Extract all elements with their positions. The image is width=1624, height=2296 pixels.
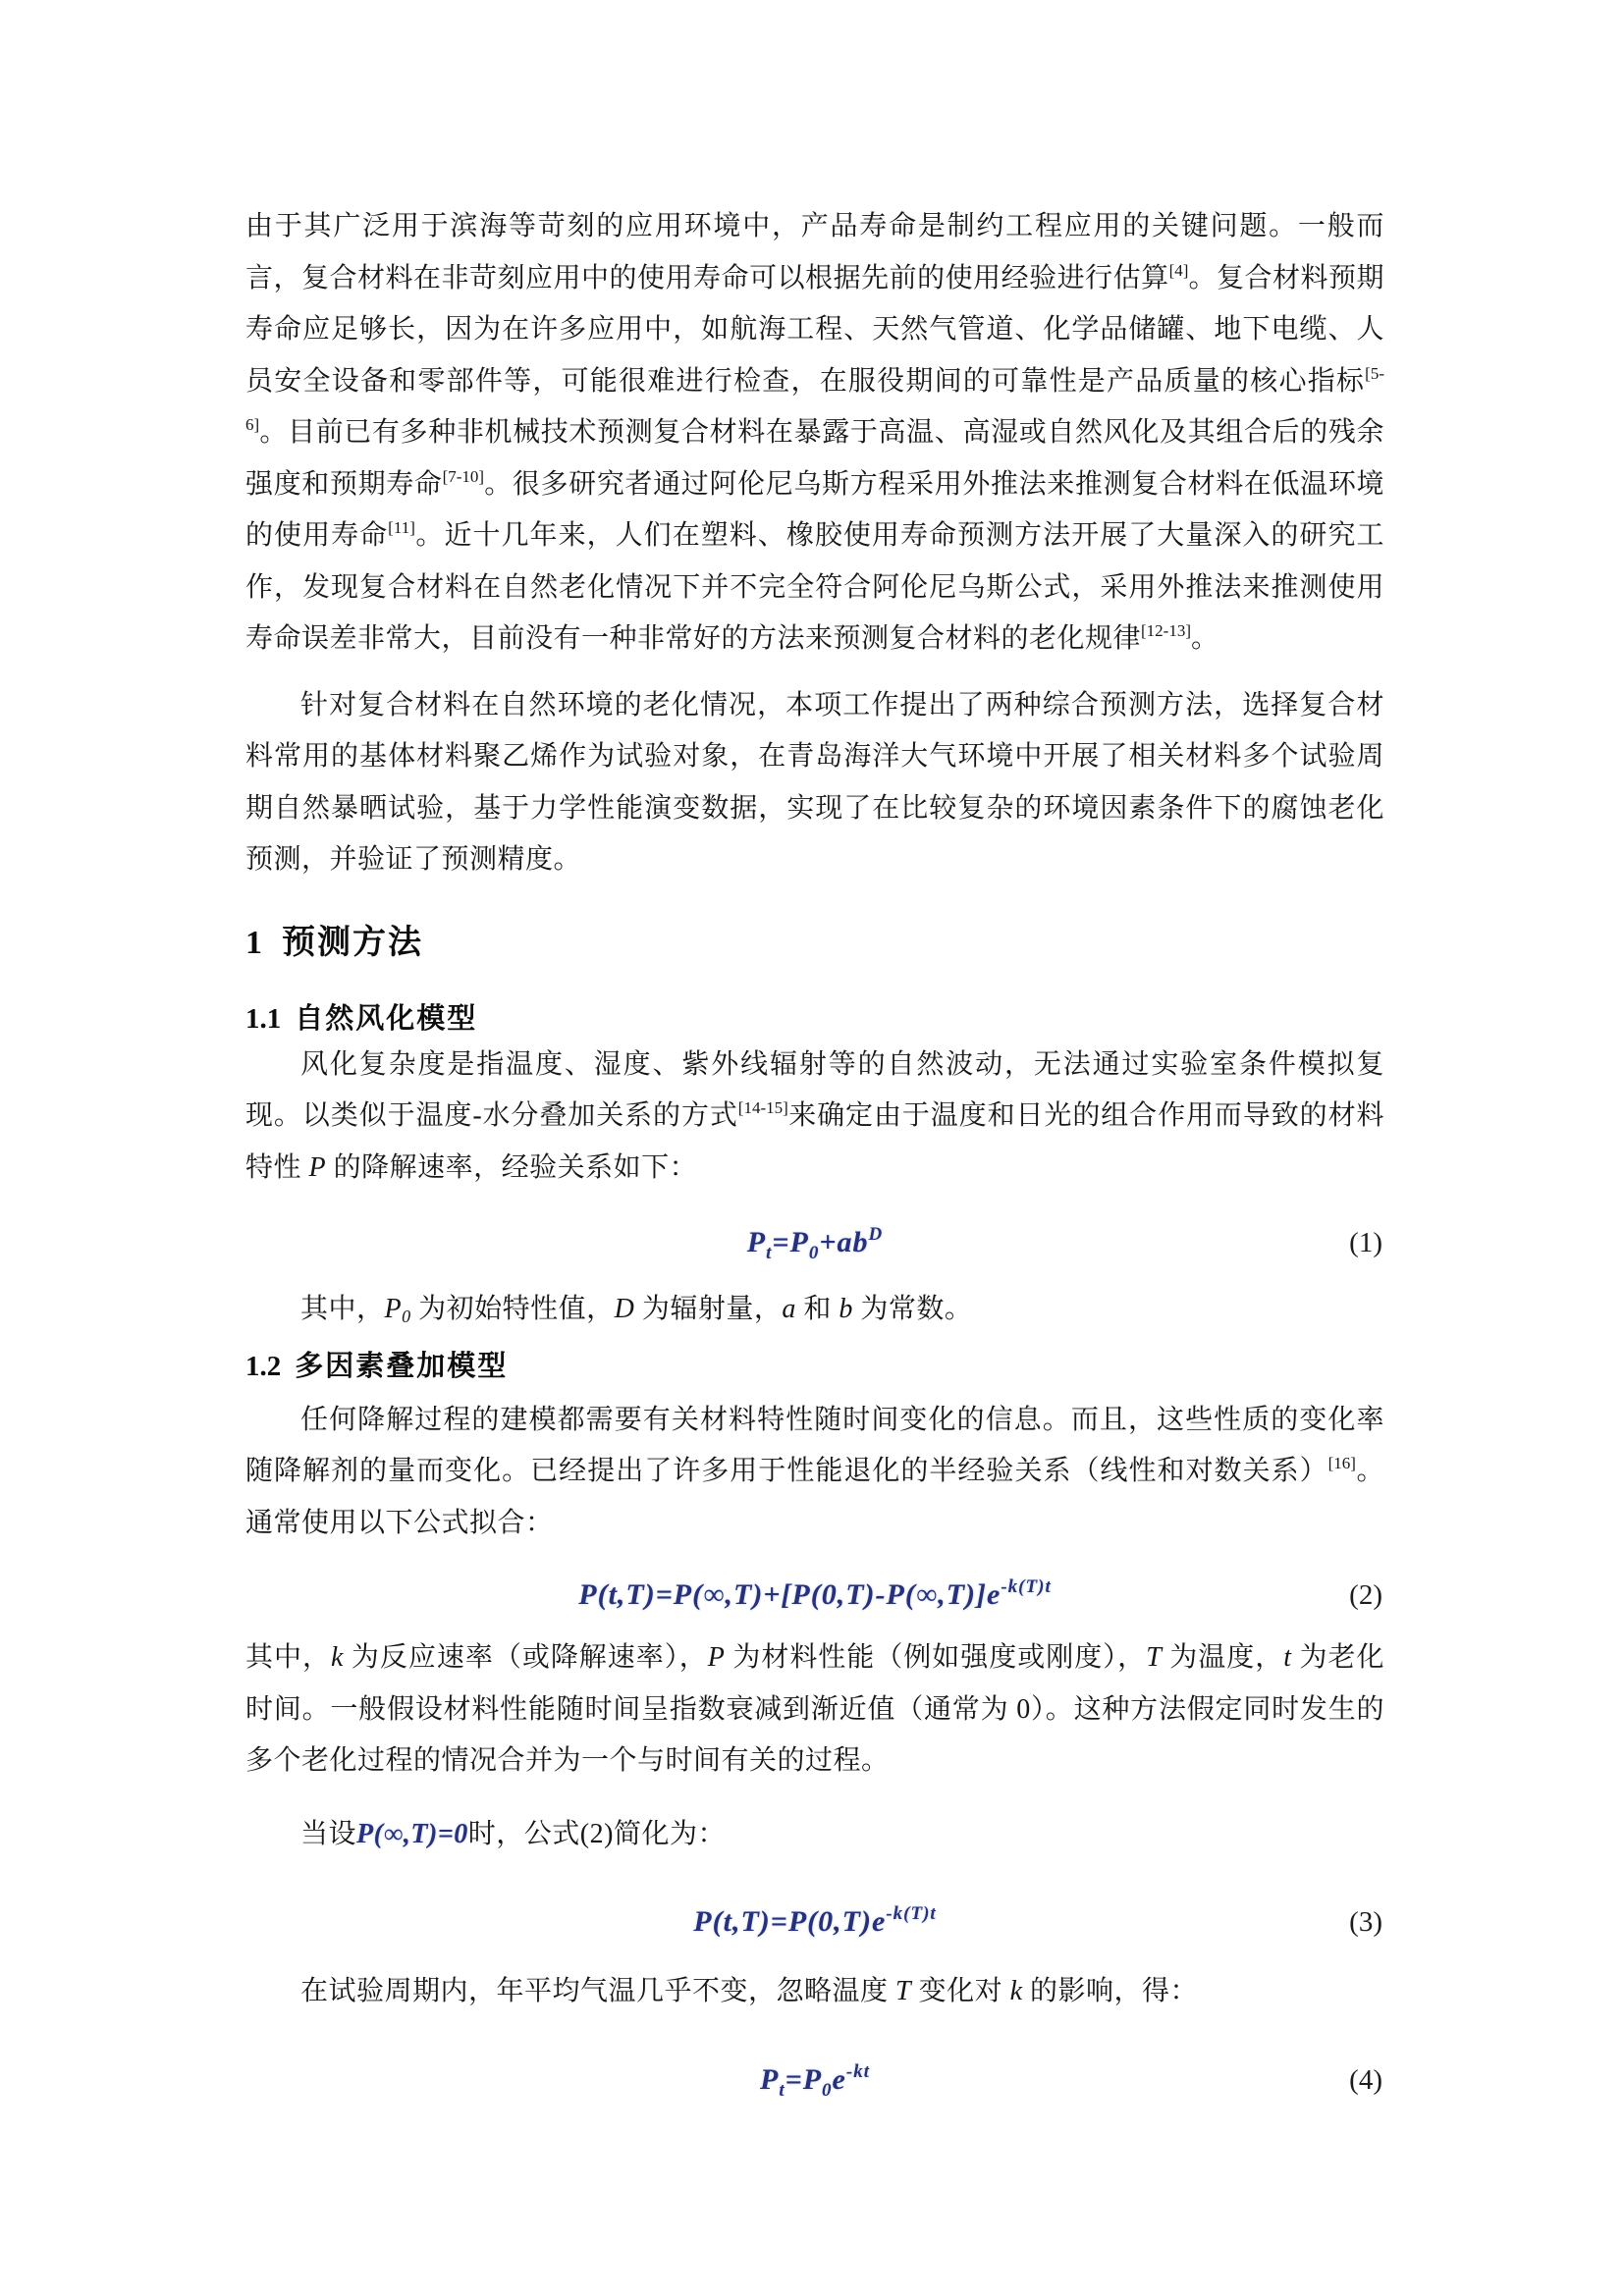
- text-run: 为初始特性值，: [410, 1294, 615, 1324]
- multifactor-model-paragraph: [245, 1395, 1384, 1550]
- text-run: 。: [1191, 623, 1219, 654]
- citation-ref-14-15: [14-15]: [737, 1098, 788, 1117]
- text-run: 当设: [300, 1818, 357, 1849]
- equation-1-number: (1): [1349, 1227, 1382, 1258]
- text-run: 针对复合材料在自然环境的老化情况，本项工作提出了两种综合预测方法，选择复合材料常用的基体材料聚乙烯作为试验对象，在青岛海洋大气环境中开展了相关材料多个试验周期自然暴晒试验，基于力学性能演变数据，实现了在比较复杂的环境因素条件下的腐蚀老化预测，并验证了预测精度。: [245, 689, 1384, 875]
- text-run: 风化复杂度是指温度、湿度、紫外线辐射等的自然波动，无法通过实验室条件模拟复现。以类似于温度-水分叠加关系的方式: [245, 1048, 1384, 1131]
- equation-2: [245, 1563, 1384, 1628]
- variable-a: a: [782, 1294, 796, 1324]
- text-run: 由于其广泛用于滨海等苛刻的应用环境中，产品寿命是制约工程应用的关键问题。一般而言，复合材料在非苛刻应用中的使用寿命可以根据先前的使用经验进行估算: [245, 211, 1384, 294]
- text-run: 变化对: [911, 1976, 1010, 2006]
- text-run: 。很多研究者通过阿伦尼乌斯方程采用外推法来推测复合材料在低温环境的使用寿命: [245, 468, 1384, 551]
- text-run: 。近十几年来，人们在塑料、橡胶使用寿命预测方法开展了大量深入的研究工作，发现复合材料在自然老化情况下并不完全符合阿伦尼乌斯公式，采用外推法来推测使用寿命误差非常大，目前没有一种非常好的方法来预测复合材料的老化规律: [245, 520, 1384, 654]
- equation-1-legend: [245, 1284, 1384, 1336]
- equation-3: [245, 1888, 1384, 1956]
- text-run: 为辐射量，: [634, 1294, 783, 1324]
- subsection-title: 多因素叠加模型: [295, 1350, 509, 1382]
- simplification-paragraph: [245, 1809, 1384, 1861]
- equation-3-formula: $P(t,T)=P(0,T)e^{-k(T)t}$: [693, 1903, 937, 1938]
- variable-T: T: [895, 1976, 912, 2006]
- variable-subscript: 0: [402, 1307, 411, 1326]
- equation-1-formula: $P_t=P_0+ab^D$: [746, 1224, 884, 1263]
- subsection-heading-1-2: [245, 1346, 1384, 1387]
- text-run: 时，公式(2)简化为：: [467, 1818, 726, 1849]
- variable-k: k: [330, 1642, 344, 1673]
- variable-T: T: [1146, 1642, 1163, 1673]
- section-title: 预测方法: [282, 923, 423, 961]
- equation-1: [245, 1207, 1384, 1278]
- text-run: 。通常使用以下公式拟合：: [245, 1456, 1384, 1538]
- text-run: 。目前已有多种非机械技术预测复合材料在暴露于高温、高湿或自然风化及其组合后的残余强度和预期寿命: [245, 417, 1384, 500]
- variable-k: k: [1009, 1976, 1023, 2006]
- equation-4: [245, 2046, 1384, 2114]
- text-run: 和: [795, 1294, 839, 1324]
- text-run: 为常数。: [852, 1294, 973, 1324]
- equation-4-formula: $P_t=P_0e^{-kt}$: [760, 2060, 870, 2101]
- equation-2-number: (2): [1349, 1579, 1382, 1611]
- text-run: 为温度，: [1162, 1642, 1284, 1673]
- variable-P: P: [707, 1642, 726, 1673]
- citation-ref-5-6: [5-6]: [245, 363, 1384, 434]
- variable-P: P: [308, 1151, 327, 1183]
- subsection-heading-1-1: [245, 998, 1384, 1040]
- text-run: 其中，: [245, 1642, 331, 1673]
- equation-4-number: (4): [1349, 2063, 1382, 2096]
- text-run: 在试验周期内，年平均气温几乎不变，忽略温度: [300, 1976, 896, 2006]
- text-run: 为材料性能（例如强度或刚度），: [725, 1642, 1147, 1673]
- variable-b: b: [839, 1294, 853, 1324]
- intro-paragraph: [245, 201, 1384, 666]
- text-run: 其中，: [300, 1294, 385, 1324]
- subsection-number: 1.2: [245, 1350, 282, 1382]
- temperature-assumption-paragraph: [245, 1966, 1384, 2018]
- variable-P: P: [384, 1294, 403, 1324]
- equation-2-legend: [245, 1632, 1384, 1788]
- text-run: 任何降解过程的建模都需要有关材料特性随时间变化的信息。而且，这些性质的变化率随降解剂的量而变化。已经提出了许多用于性能退化的半经验关系（线性和对数关系）: [245, 1404, 1384, 1486]
- text-run: 。复合材料预期寿命应足够长，因为在许多应用中，如航海工程、天然气管道、化学品储罐、地下电缆、人员安全设备和零部件等，可能很难进行检查，在服役期间的可靠性是产品质量的核心指标: [245, 262, 1384, 397]
- subsection-number: 1.1: [245, 1002, 282, 1035]
- text-run: 为反应速率（或降解速率），: [343, 1642, 708, 1673]
- text-run: 的降解速率，经验关系如下：: [326, 1151, 698, 1183]
- text-run: 来确定由于温度和日光的组合作用而导致的材料特性: [245, 1100, 1384, 1183]
- inline-equation: P(∞,T)=0: [356, 1818, 468, 1849]
- variable-t: t: [1283, 1642, 1292, 1673]
- citation-ref-4: [4]: [1168, 260, 1189, 280]
- equation-2-formula: $P(t,T)=P(\infty,T)+[P(0,T)-P(\infty,T)]e^{-k(T)t}$: [578, 1576, 1052, 1611]
- section-heading-1: [245, 920, 1384, 965]
- citation-ref-16: [16]: [1327, 1454, 1356, 1472]
- subsection-title: 自然风化模型: [295, 1002, 478, 1035]
- equation-3-number: (3): [1349, 1906, 1382, 1938]
- summary-paragraph: [245, 680, 1384, 886]
- page-content: [245, 201, 1384, 2114]
- text-run: 的影响，得：: [1022, 1976, 1199, 2006]
- citation-ref-12-13: [12-13]: [1141, 621, 1191, 640]
- citation-ref-11: [11]: [388, 518, 415, 537]
- section-number: 1: [245, 924, 262, 961]
- weathering-model-paragraph: [245, 1040, 1384, 1195]
- variable-D: D: [614, 1294, 635, 1324]
- text-run: 为老化时间。一般假设材料性能随时间呈指数衰减到渐近值（通常为 0）。这种方法假定同时发生的多个老化过程的情况合并为一个与时间有关的过程。: [245, 1642, 1384, 1776]
- citation-ref-7-10: [7-10]: [442, 466, 485, 486]
